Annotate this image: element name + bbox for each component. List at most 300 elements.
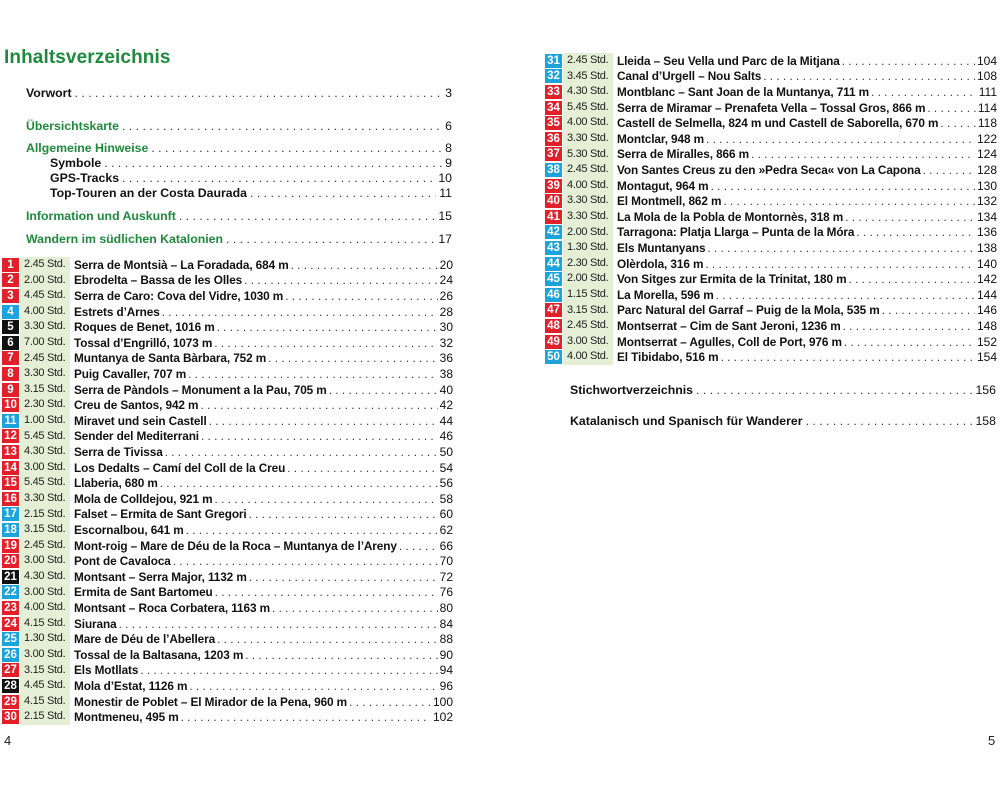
tour-page: 111 (978, 84, 997, 99)
page-number-left: 4 (4, 733, 12, 748)
tour-name: Ebrodelta – Bassa de les Olles (74, 273, 243, 288)
tour-entry-10[interactable] (2, 397, 453, 413)
tour-duration: 3.00 Std. (20, 553, 70, 569)
tour-duration: 2.30 Std. (20, 397, 70, 413)
tour-duration: 2.45 Std. (563, 318, 613, 334)
tour-number-badge: 11 (2, 414, 19, 428)
leader-dots (272, 601, 438, 615)
tour-entry-6[interactable] (2, 335, 453, 351)
toc-entry-vorwort[interactable] (26, 86, 452, 100)
tour-name: Montserrat – Agulles, Coll de Port, 976 m (617, 334, 842, 349)
leader-dots (249, 507, 438, 521)
tour-entry-2[interactable] (2, 273, 453, 289)
tour-name: Serra de Tivissa (74, 444, 163, 459)
tour-number-badge: 45 (545, 272, 562, 286)
toc-entry-top-touren[interactable] (50, 186, 452, 200)
tour-duration: 2.15 Std. (20, 709, 70, 725)
tour-page: 20 (439, 257, 453, 272)
tour-entry-44[interactable] (545, 256, 997, 272)
toc-entry-page: 9 (445, 156, 452, 170)
tour-entry-21[interactable] (2, 569, 453, 585)
tour-name: Parc Natural del Garraf – Puig de la Mola, 535 m (617, 303, 880, 318)
tour-number-badge: 13 (2, 445, 19, 459)
tour-name: Serra de Pàndols – Monument a la Pau, 705 m (74, 382, 327, 397)
leader-dots (842, 54, 975, 68)
tour-page: 38 (439, 366, 453, 381)
tour-number-badge: 22 (2, 585, 19, 599)
tour-entry-20[interactable] (2, 553, 453, 569)
tour-name: Miravet und sein Castell (74, 413, 207, 428)
tour-page: 96 (439, 678, 453, 693)
toc-entry-page: 17 (438, 232, 452, 246)
tour-page: 144 (976, 287, 997, 302)
tour-page: 132 (976, 194, 997, 209)
tour-name: Ermita de Sant Bartomeu (74, 585, 213, 600)
tour-entry-40[interactable] (545, 193, 997, 209)
tour-page: 104 (976, 53, 997, 68)
tour-name: Escornalbou, 641 m (74, 522, 184, 537)
tour-page: 114 (977, 100, 997, 115)
toc-entry-label: Information und Auskunft (26, 209, 176, 223)
leader-dots (871, 85, 977, 99)
tour-duration: 1.00 Std. (20, 413, 70, 429)
leader-dots (763, 69, 975, 83)
toc-entry-label: Wandern im südlichen Katalonien (26, 232, 224, 246)
tour-number-badge: 25 (2, 632, 19, 646)
leader-dots (245, 648, 437, 662)
tour-entry-49[interactable] (545, 334, 997, 350)
toc-entry-page: 6 (445, 119, 452, 133)
tour-number-badge: 8 (2, 367, 19, 381)
toc-entry-label: Übersichtskarte (26, 119, 119, 133)
tour-entry-11[interactable] (2, 413, 453, 429)
tour-entry-26[interactable] (2, 647, 453, 663)
tour-name: Montblanc – Sant Joan de la Muntanya, 711 m (617, 84, 870, 99)
leader-dots (843, 319, 975, 333)
tour-name: Lleida – Seu Vella und Parc de la Mitjana (617, 53, 840, 68)
tour-number-badge: 40 (545, 194, 562, 208)
leader-dots (160, 476, 438, 490)
leader-dots (214, 336, 437, 350)
toc-entry-label: Top-Touren an der Costa Daurada (50, 186, 247, 200)
leader-dots (217, 632, 438, 646)
tour-number-badge: 31 (545, 54, 562, 68)
tour-entry-31[interactable] (545, 53, 997, 69)
tour-duration: 4.00 Std. (563, 349, 613, 365)
toc-entry-page: 158 (975, 414, 996, 428)
tour-name: Montsant – Serra Major, 1132 m (74, 569, 247, 584)
leader-dots (119, 617, 438, 631)
tour-number-badge: 47 (545, 303, 562, 317)
tour-entry-1[interactable] (2, 257, 453, 273)
tour-number-badge: 5 (2, 320, 19, 334)
leader-dots (329, 383, 438, 397)
tour-page: 152 (976, 334, 997, 349)
tour-number-badge: 6 (2, 336, 19, 350)
tour-name: Siurana (74, 616, 117, 631)
tour-page: 90 (439, 647, 453, 662)
toc-entry-label: Stichwortverzeichnis (570, 383, 694, 397)
tour-number-badge: 38 (545, 163, 562, 177)
tour-number-badge: 27 (2, 663, 19, 677)
tour-page: 130 (976, 178, 997, 193)
toc-entry-gps-tracks[interactable] (50, 171, 452, 185)
tour-number-badge: 34 (545, 101, 562, 115)
tour-entry-27[interactable] (2, 663, 453, 679)
tour-number-badge: 12 (2, 429, 19, 443)
tour-number-badge: 10 (2, 398, 19, 412)
leader-dots (349, 695, 431, 709)
tour-duration: 3.45 Std. (563, 69, 613, 85)
tour-duration: 2.45 Std. (20, 538, 70, 554)
tour-name: Puig Cavaller, 707 m (74, 366, 187, 381)
tour-entry-39[interactable] (545, 178, 997, 194)
tour-page: 140 (976, 256, 997, 271)
tour-name: Montsant – Roca Corbatera, 1163 m (74, 600, 271, 615)
leader-dots (201, 429, 438, 443)
toc-entry-symbole[interactable] (50, 156, 452, 170)
tour-duration: 2.45 Std. (20, 351, 70, 367)
tour-entry-9[interactable] (2, 382, 453, 398)
tour-number-badge: 28 (2, 679, 19, 693)
tour-page: 136 (976, 225, 997, 240)
tour-entry-35[interactable] (545, 115, 997, 131)
tour-duration: 2.30 Std. (563, 256, 613, 272)
tour-duration: 3.30 Std. (563, 209, 613, 225)
tour-entry-32[interactable] (545, 69, 997, 85)
leader-dots (162, 305, 438, 319)
tour-duration: 3.30 Std. (20, 319, 70, 335)
tour-page: 26 (439, 288, 453, 303)
tour-entry-43[interactable] (545, 240, 997, 256)
tour-name: Serra de Montsià – La Foradada, 684 m (74, 257, 289, 272)
tour-duration: 7.00 Std. (20, 335, 70, 351)
leader-dots (249, 570, 438, 584)
tour-duration: 2.15 Std. (20, 507, 70, 523)
tour-page: 124 (976, 147, 997, 162)
tour-number-badge: 32 (545, 69, 562, 83)
leader-dots (399, 539, 438, 553)
leader-dots (209, 414, 438, 428)
tour-duration: 4.15 Std. (20, 616, 70, 632)
tour-number-badge: 21 (2, 570, 19, 584)
tour-name: Mola d’Estat, 1126 m (74, 678, 188, 693)
leader-dots (188, 367, 438, 381)
tour-number-badge: 23 (2, 601, 19, 615)
tour-name: Pont de Cavaloca (74, 554, 171, 569)
tour-duration: 2.45 Std. (563, 162, 613, 178)
tour-number-badge: 7 (2, 351, 19, 365)
tour-number-badge: 37 (545, 147, 562, 161)
tour-entry-12[interactable] (2, 429, 453, 445)
tour-entry-4[interactable] (2, 304, 453, 320)
tour-page: 50 (439, 444, 453, 459)
tour-entry-36[interactable] (545, 131, 997, 147)
tour-page: 28 (439, 304, 453, 319)
tour-entry-30[interactable] (2, 709, 453, 725)
tour-number-badge: 44 (545, 257, 562, 271)
tour-page: 70 (439, 554, 453, 569)
tour-page: 148 (976, 318, 997, 333)
toc-entry-page: 8 (445, 141, 452, 155)
tour-entry-50[interactable] (545, 349, 997, 365)
leader-dots (268, 351, 437, 365)
tour-number-badge: 2 (2, 273, 19, 287)
leader-dots (173, 554, 438, 568)
tour-page: 134 (976, 209, 997, 224)
tour-number-badge: 15 (2, 476, 19, 490)
tour-duration: 4.00 Std. (563, 115, 613, 131)
tour-page: 100 (432, 694, 453, 709)
tour-number-badge: 48 (545, 319, 562, 333)
tour-name: Sender del Mediterrani (74, 429, 199, 444)
tour-entry-42[interactable] (545, 225, 997, 241)
tour-name: Montagut, 964 m (617, 178, 709, 193)
tour-entry-45[interactable] (545, 271, 997, 287)
tour-entry-17[interactable] (2, 507, 453, 523)
leader-dots (940, 116, 975, 130)
tour-page: 60 (439, 507, 453, 522)
tour-number-badge: 33 (545, 85, 562, 99)
tour-name: Montserrat – Cim de Sant Jeroni, 1236 m (617, 318, 841, 333)
tour-page: 80 (439, 600, 453, 615)
tour-duration: 4.45 Std. (20, 288, 70, 304)
tour-name: Mare de Déu de l’Abellera (74, 632, 216, 647)
leader-dots (845, 210, 975, 224)
tour-entry-13[interactable] (2, 444, 453, 460)
tour-duration: 2.45 Std. (20, 257, 70, 273)
tour-entry-33[interactable] (545, 84, 997, 100)
tour-number-badge: 49 (545, 335, 562, 349)
tour-entry-14[interactable] (2, 460, 453, 476)
tour-page: 46 (439, 429, 453, 444)
tour-number-badge: 4 (2, 305, 19, 319)
tour-number-badge: 17 (2, 507, 19, 521)
tour-name: La Mola de la Pobla de Montornès, 318 m (617, 209, 844, 224)
leader-dots (215, 492, 438, 506)
leader-dots (705, 257, 975, 271)
tour-entry-29[interactable] (2, 694, 453, 710)
tour-page: 146 (976, 303, 997, 318)
tour-entry-28[interactable] (2, 678, 453, 694)
tour-duration: 4.30 Std. (20, 444, 70, 460)
tour-duration: 5.30 Std. (563, 147, 613, 163)
tour-page: 56 (439, 476, 453, 491)
tour-duration: 4.30 Std. (563, 84, 613, 100)
toc-entry-stichwortverzeichnis[interactable] (570, 383, 996, 397)
tour-duration: 3.15 Std. (563, 303, 613, 319)
tour-entry-16[interactable] (2, 491, 453, 507)
tour-number-badge: 26 (2, 648, 19, 662)
tour-number-badge: 50 (545, 350, 562, 364)
tour-page: 138 (976, 240, 997, 255)
right-page (500, 0, 1000, 800)
tour-page: 40 (439, 382, 453, 397)
tour-name: Els Motllats (74, 663, 139, 678)
tour-page: 66 (439, 538, 453, 553)
tour-name: Llaberia, 680 m (74, 476, 158, 491)
toc-entry-katalanisch-spanisch[interactable] (570, 414, 996, 428)
leader-dots (849, 272, 975, 286)
toc-entry-page: 11 (439, 186, 452, 200)
leader-dots (721, 350, 975, 364)
tour-entry-22[interactable] (2, 585, 453, 601)
leader-dots (217, 320, 438, 334)
tour-name: El Montmell, 862 m (617, 194, 722, 209)
tour-duration: 3.15 Std. (20, 663, 70, 679)
tour-duration: 3.30 Std. (20, 491, 70, 507)
tour-entry-38[interactable] (545, 162, 997, 178)
tour-number-badge: 41 (545, 210, 562, 224)
tour-number-badge: 1 (2, 258, 19, 272)
toc-entry-label: Katalanisch und Spanisch für Wanderer (570, 414, 803, 428)
leader-dots (856, 225, 975, 239)
tour-name: Roques de Benet, 1016 m (74, 320, 215, 335)
toc-entry-information[interactable] (26, 209, 452, 223)
leader-dots (844, 335, 975, 349)
tour-duration: 2.45 Std. (563, 53, 613, 69)
tour-entry-8[interactable] (2, 366, 453, 382)
tour-number-badge: 36 (545, 132, 562, 146)
tour-page: 24 (439, 273, 453, 288)
leader-dots (751, 147, 975, 161)
tour-duration: 3.15 Std. (20, 522, 70, 538)
tour-duration: 3.30 Std. (20, 366, 70, 382)
tour-page: 102 (432, 710, 453, 725)
tour-duration: 4.00 Std. (563, 178, 613, 194)
tour-page: 32 (439, 335, 453, 350)
leader-dots (287, 461, 437, 475)
toc-entry-page: 10 (438, 171, 452, 185)
tour-entry-25[interactable] (2, 631, 453, 647)
tour-name: Von Santes Creus zu den »Pedra Seca« von La Capona (617, 162, 921, 177)
tour-name: Tossal de la Baltasana, 1203 m (74, 647, 244, 662)
tour-entry-23[interactable] (2, 600, 453, 616)
tour-page: 30 (439, 320, 453, 335)
tour-entry-18[interactable] (2, 522, 453, 538)
tour-name: Olèrdola, 316 m (617, 256, 704, 271)
tour-duration: 5.45 Std. (563, 100, 613, 116)
tour-number-badge: 16 (2, 492, 19, 506)
tour-entry-7[interactable] (2, 351, 453, 367)
toc-entry-uebersichtskarte[interactable] (26, 119, 452, 133)
leader-dots (923, 163, 975, 177)
tour-entry-48[interactable] (545, 318, 997, 334)
leader-dots (285, 289, 437, 303)
leader-dots (189, 679, 437, 693)
tour-duration: 3.00 Std. (563, 334, 613, 350)
tour-name: Tarragona: Platja Llarga – Punta de la Móra (617, 225, 855, 240)
tour-duration: 4.15 Std. (20, 694, 70, 710)
tour-duration: 2.00 Std. (20, 273, 70, 289)
tour-number-badge: 29 (2, 695, 19, 709)
tour-page: 72 (439, 569, 453, 584)
tour-page: 54 (439, 460, 453, 475)
tour-duration: 5.45 Std. (20, 475, 70, 491)
tour-entry-3[interactable] (2, 288, 453, 304)
tour-entry-37[interactable] (545, 147, 997, 163)
tour-duration: 3.15 Std. (20, 382, 70, 398)
tour-page: 76 (439, 585, 453, 600)
tour-entry-47[interactable] (545, 303, 997, 319)
tour-page: 128 (976, 162, 997, 177)
tour-page: 88 (439, 632, 453, 647)
tour-duration: 4.00 Std. (20, 600, 70, 616)
tour-duration: 1.15 Std. (563, 287, 613, 303)
toc-entry-label: Allgemeine Hinweise (26, 141, 149, 155)
tour-name: La Morella, 596 m (617, 287, 714, 302)
tour-name: Muntanya de Santa Bàrbara, 752 m (74, 351, 267, 366)
leader-dots (181, 710, 431, 724)
leader-dots (723, 194, 975, 208)
tour-duration: 3.30 Std. (563, 193, 613, 209)
leader-dots (291, 258, 438, 272)
tour-entry-34[interactable] (545, 100, 997, 116)
tour-page: 44 (439, 413, 453, 428)
tour-name: Montmeneu, 495 m (74, 710, 179, 725)
toc-entry-label: Symbole (50, 156, 102, 170)
tour-number-badge: 43 (545, 241, 562, 255)
toc-entry-allgemeine-hinweise[interactable] (26, 141, 452, 155)
tour-duration: 3.00 Std. (20, 647, 70, 663)
tour-page: 62 (439, 522, 453, 537)
tour-name: Serra de Miramar – Prenafeta Vella – Tossal Gros, 866 m (617, 100, 926, 115)
tour-page: 142 (976, 272, 997, 287)
tour-name: Monestir de Poblet – El Mirador de la Pena, 960 m (74, 694, 348, 709)
tour-number-badge: 42 (545, 225, 562, 239)
tour-page: 42 (439, 398, 453, 413)
tour-entry-41[interactable] (545, 209, 997, 225)
toc-entry-label: Vorwort (26, 86, 72, 100)
tour-name: Canal d’Urgell – Nou Salts (617, 69, 762, 84)
tour-name: Von Sitges zur Ermita de la Trinitat, 180 m (617, 272, 847, 287)
toc-entry-wandern[interactable] (26, 232, 452, 246)
tour-entry-46[interactable] (545, 287, 997, 303)
tour-name: Estrets d’Arnes (74, 304, 160, 319)
tour-name: Els Muntanyans (617, 240, 706, 255)
leader-dots (706, 132, 975, 146)
tour-name: El Tibidabo, 516 m (617, 350, 719, 365)
tour-number-badge: 20 (2, 554, 19, 568)
tour-name: Montclar, 948 m (617, 131, 705, 146)
tour-number-badge: 14 (2, 461, 19, 475)
leader-dots (215, 585, 438, 599)
tour-entry-24[interactable] (2, 616, 453, 632)
leader-dots (165, 445, 438, 459)
tour-name: Mont-roig – Mare de Déu de la Roca – Muntanya de l’Areny (74, 538, 397, 553)
tour-page: 94 (439, 663, 453, 678)
tour-duration: 5.45 Std. (20, 429, 70, 445)
tour-duration: 3.00 Std. (20, 460, 70, 476)
tour-number-badge: 24 (2, 617, 19, 631)
tour-entry-19[interactable] (2, 538, 453, 554)
tour-name: Falset – Ermita de Sant Gregori (74, 507, 247, 522)
toc-entry-page: 156 (975, 383, 996, 397)
tour-number-badge: 18 (2, 523, 19, 537)
tour-duration: 2.00 Std. (563, 225, 613, 241)
tour-entry-15[interactable] (2, 475, 453, 491)
tour-number-badge: 46 (545, 288, 562, 302)
toc-entry-page: 15 (438, 209, 452, 223)
tour-name: Serra de Miralles, 866 m (617, 147, 750, 162)
tour-entry-5[interactable] (2, 319, 453, 335)
tour-duration: 3.30 Std. (563, 131, 613, 147)
toc-entry-label: GPS-Tracks (50, 171, 120, 185)
tour-number-badge: 3 (2, 289, 19, 303)
tour-page: 84 (439, 616, 453, 631)
tour-number-badge: 39 (545, 179, 562, 193)
tour-page: 58 (439, 491, 453, 506)
